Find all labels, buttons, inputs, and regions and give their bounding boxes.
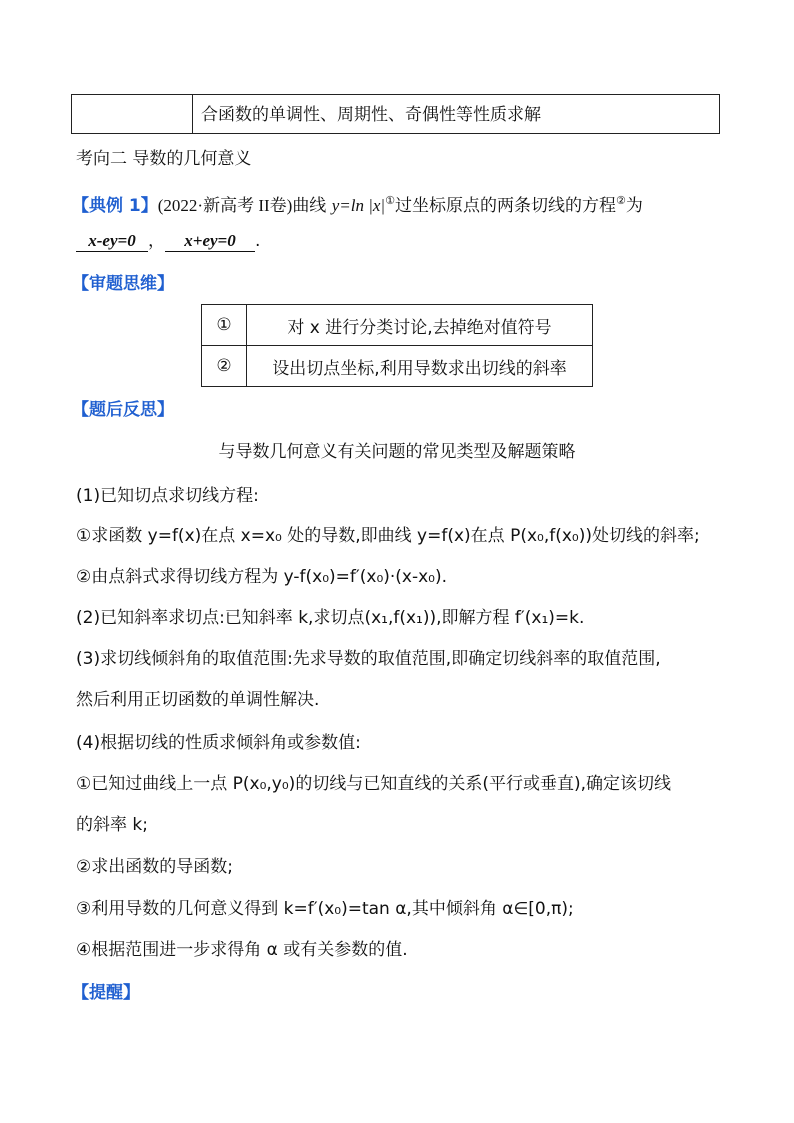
answer-blank-2: x+ey=0: [165, 231, 255, 252]
thinking-table: [201, 304, 593, 387]
example-source: (2022·新高考 II卷): [157, 196, 293, 215]
example-label: 【典例 1】: [72, 196, 158, 216]
row-text: 对 x 进行分类讨论,去掉绝对值符号: [247, 305, 593, 346]
reflection-line: (2)已知斜率求切点:已知斜率 k,求切点(x₁,f(x₁)),即解方程 f′(x₁)=k.: [76, 608, 585, 628]
top-table-empty-cell: [72, 95, 193, 133]
reflection-line: 的斜率 k;: [76, 815, 148, 835]
example-text-b: 过坐标原点的两条切线的方程: [394, 196, 616, 216]
reflection-line: ④根据范围进一步求得角 α 或有关参数的值.: [76, 940, 408, 960]
reflection-line: ②由点斜式求得切线方程为 y-f(x₀)=f′(x₀)·(x-x₀).: [76, 567, 448, 587]
row-number: ②: [202, 346, 247, 387]
section-title: 考向二 导数的几何意义: [76, 149, 252, 169]
example-1-question: [72, 189, 643, 218]
reflection-line: 然后利用正切函数的单调性解决.: [76, 690, 320, 710]
answer-end: .: [255, 231, 261, 251]
reflection-line: (4)根据切线的性质求倾斜角或参数值:: [76, 733, 361, 753]
reflection-heading: 与导数几何意义有关问题的常见类型及解题策略: [218, 442, 576, 462]
reflection-label: 【题后反思】: [72, 400, 174, 420]
thinking-label: 【审题思维】: [72, 274, 174, 294]
example-text-c: 为: [625, 196, 643, 216]
reflection-line: (3)求切线倾斜角的取值范围:先求导数的取值范围,即确定切线斜率的取值范围,: [76, 649, 661, 669]
annotation-mark-2: ②: [615, 194, 626, 207]
answer-separator: ，: [148, 231, 165, 251]
example-text-a: 曲线: [292, 196, 332, 216]
top-table: [71, 94, 720, 134]
answer-blank-1: x-ey=0: [76, 231, 148, 252]
example-function: y=ln |x|: [331, 196, 386, 215]
reflection-line: ②求出函数的导函数;: [76, 857, 233, 877]
top-table-text-cell: 合函数的单调性、周期性、奇偶性等性质求解: [201, 105, 541, 125]
reflection-line: ①求函数 y=f(x)在点 x=x₀ 处的导数,即曲线 y=f(x)在点 P(x₀,f(x₀))处切线的斜率;: [76, 526, 700, 546]
example-1-answer: [76, 229, 260, 253]
row-text: 设出切点坐标,利用导数求出切线的斜率: [247, 346, 593, 387]
table-row: [202, 305, 593, 346]
row-number: ①: [202, 305, 247, 346]
reflection-line: ①已知过曲线上一点 P(x₀,y₀)的切线与已知直线的关系(平行或垂直),确定该切线: [76, 774, 671, 794]
reflection-line: (1)已知切点求切线方程:: [76, 486, 259, 506]
table-row: [202, 346, 593, 387]
annotation-mark-1: ①: [385, 194, 395, 207]
reminder-label: 【提醒】: [72, 983, 140, 1003]
reflection-line: ③利用导数的几何意义得到 k=f′(x₀)=tan α,其中倾斜角 α∈[0,π);: [76, 899, 574, 919]
